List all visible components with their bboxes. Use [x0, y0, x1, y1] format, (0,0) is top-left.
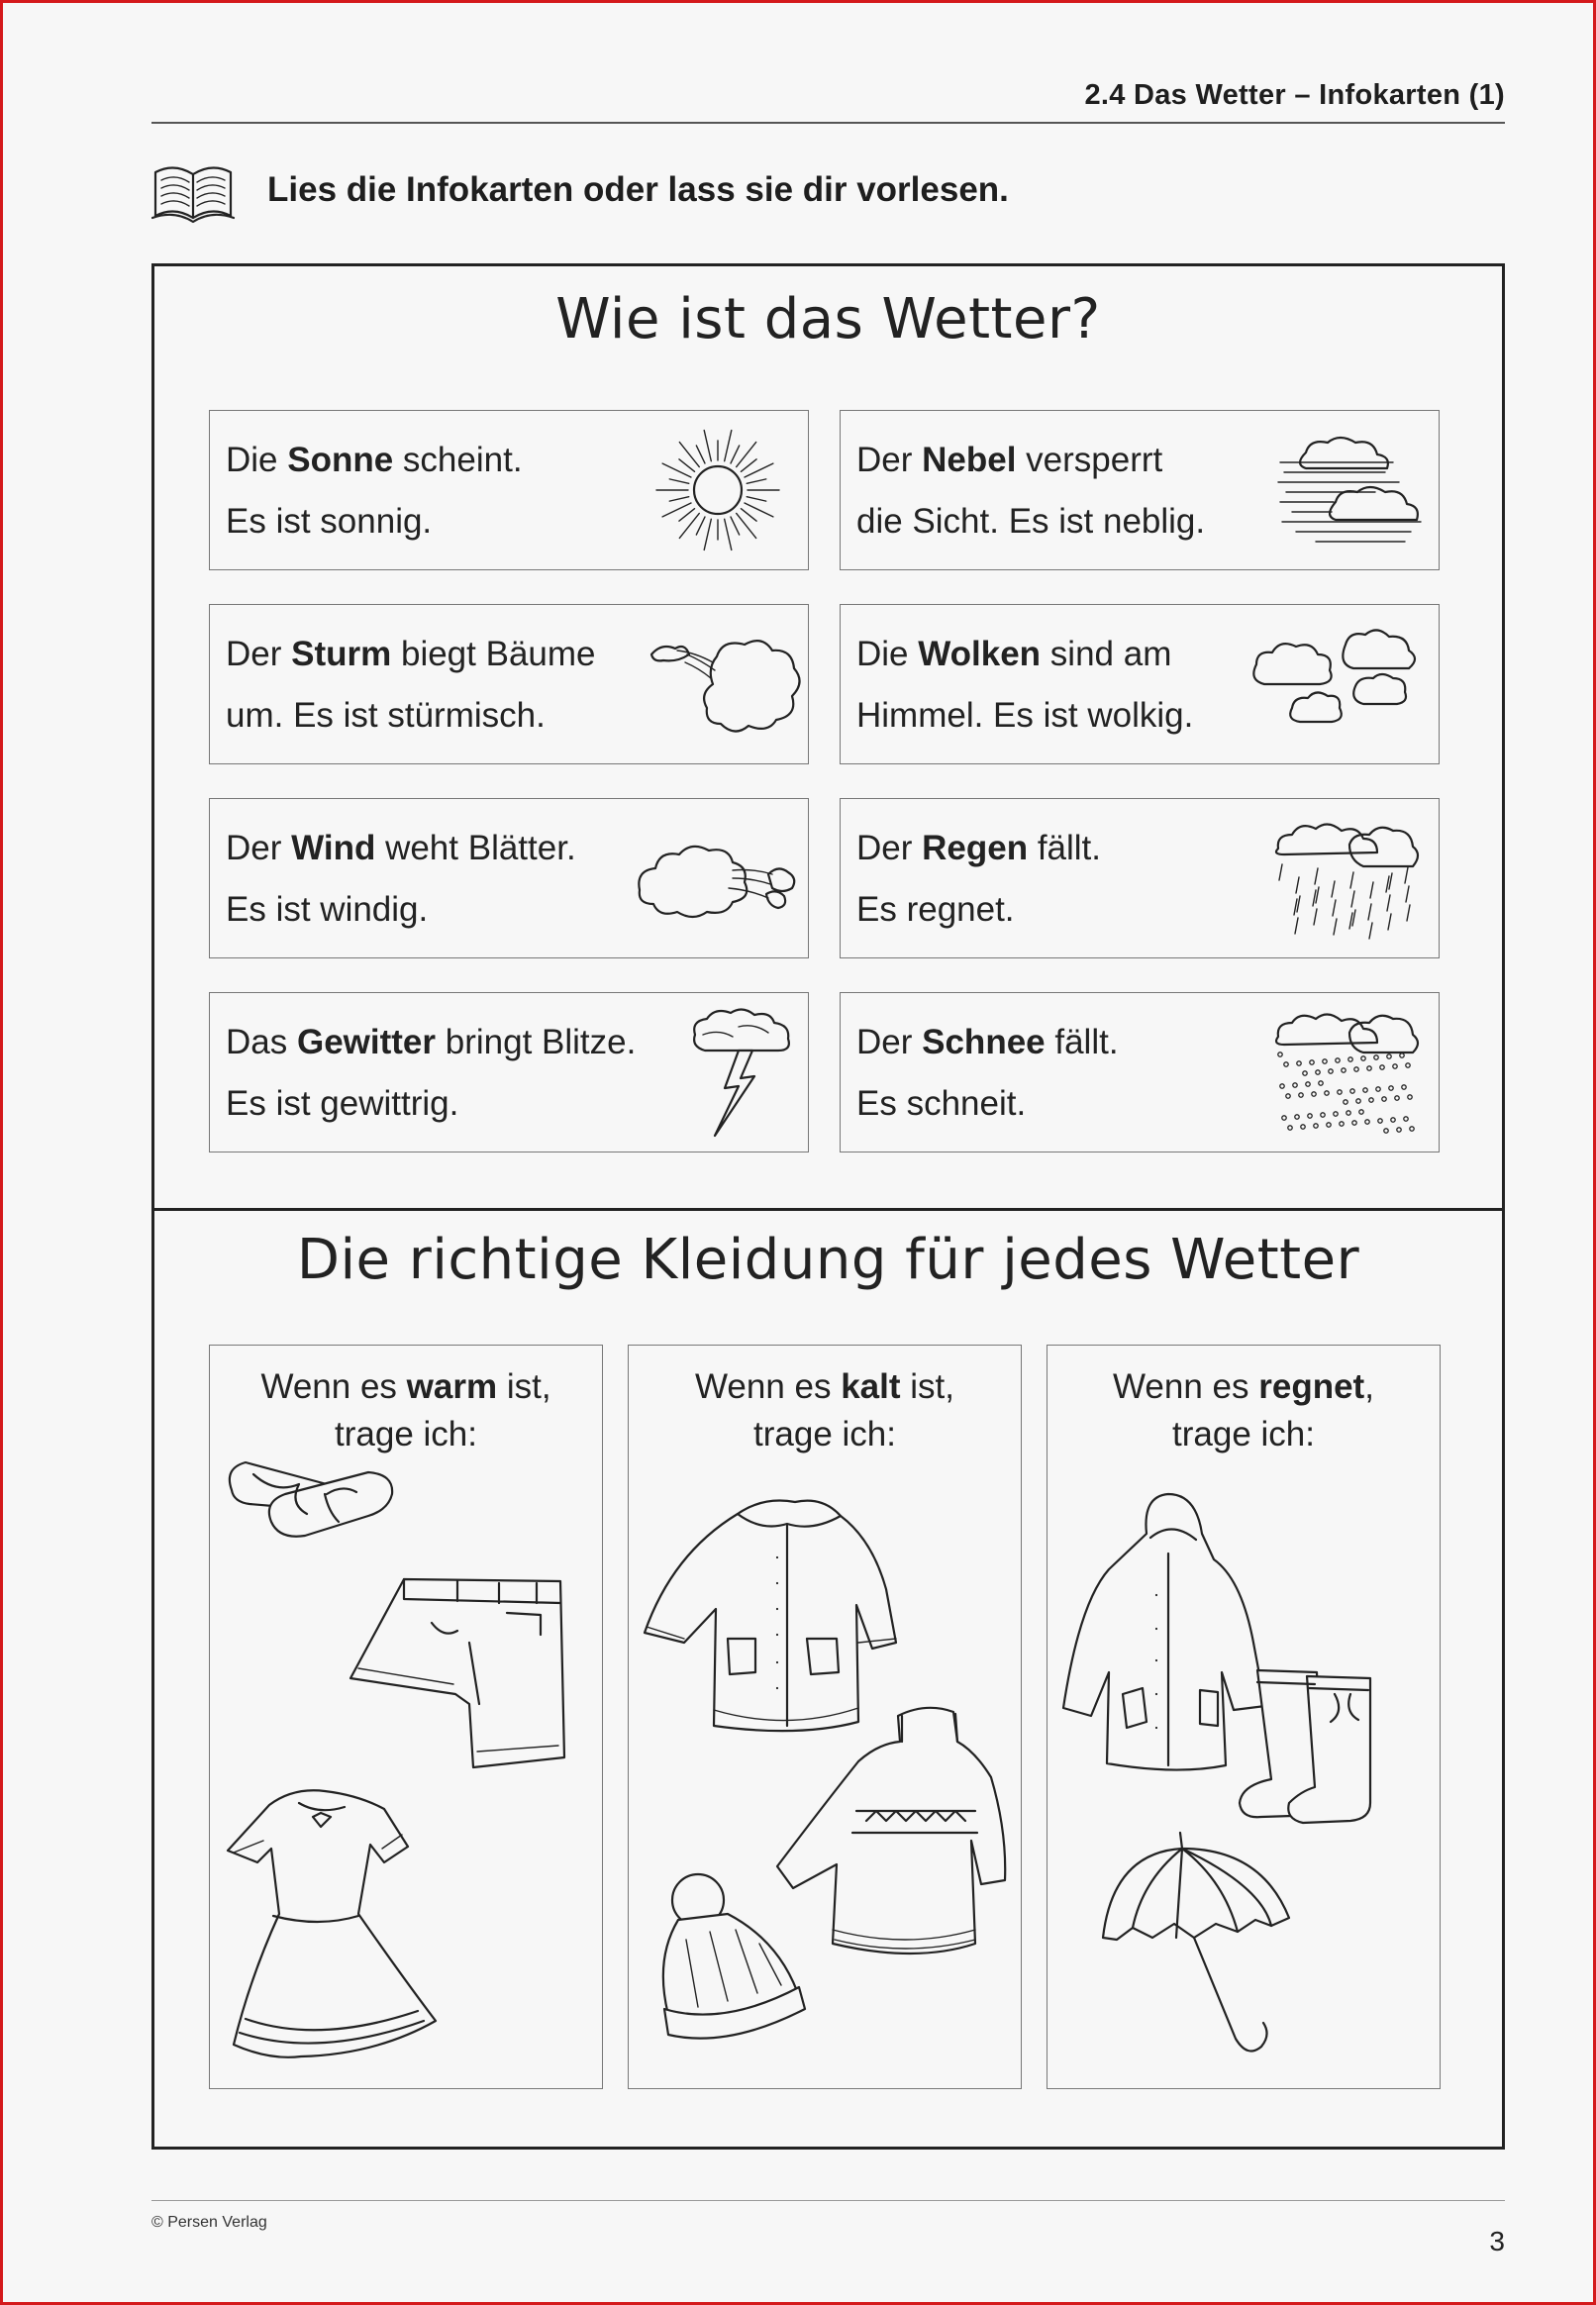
clothing-column-warm — [209, 1345, 603, 2089]
umbrella-icon — [1103, 1833, 1289, 2052]
card-line-2: Es ist sonnig. — [226, 502, 433, 541]
card-line-1: Der Sturm biegt Bäume — [226, 635, 596, 673]
clothing-column-heading: Wenn es regnet, trage ich: — [1113, 1367, 1374, 1453]
weather-card-wind — [209, 798, 809, 958]
footer-divider — [151, 2200, 1505, 2201]
weather-card-snow — [840, 992, 1440, 1152]
knit-hat-icon — [663, 1874, 805, 2039]
clothing-column-heading: Wenn es kalt ist, trage ich: — [695, 1367, 954, 1453]
card-line-1: Der Regen fällt. — [856, 829, 1102, 867]
card-line-2: Es schneit. — [856, 1084, 1027, 1123]
thunderstorm-icon — [689, 1005, 798, 1153]
card-line-2: Es ist gewittrig. — [226, 1084, 459, 1123]
card-line-1: Die Wolken sind am — [856, 635, 1172, 673]
card-line-1: Der Schnee fällt. — [856, 1023, 1119, 1061]
clothing-column-cold — [628, 1345, 1022, 2089]
section-divider — [151, 1208, 1505, 1211]
card-line-2: Es ist windig. — [226, 890, 429, 929]
weather-card-fog — [840, 410, 1440, 570]
card-line-1: Das Gewitter bringt Blitze. — [226, 1023, 637, 1061]
storm-icon — [648, 635, 806, 744]
sun-icon — [653, 423, 782, 557]
wind-icon — [634, 829, 802, 938]
instruction-text: Lies die Infokarten oder lass sie dir vorlesen. — [267, 170, 1009, 209]
shorts-icon — [350, 1579, 564, 1767]
card-line-1: Der Wind weht Blätter. — [226, 829, 576, 867]
card-line-2: um. Es ist stürmisch. — [226, 696, 546, 735]
page-header-title: 2.4 Das Wetter – Infokarten (1) — [1084, 79, 1505, 111]
fog-icon — [1276, 433, 1425, 551]
weather-card-storm — [209, 604, 809, 764]
book-icon — [150, 158, 236, 226]
sandals-icon — [230, 1462, 392, 1537]
weather-section-title: Wie ist das Wetter? — [555, 287, 1101, 351]
weather-card-clouds — [840, 604, 1440, 764]
rain-clothes-illustration — [1047, 1346, 1442, 2090]
card-line-2: Himmel. Es ist wolkig. — [856, 696, 1194, 735]
winter-jacket-icon — [645, 1501, 896, 1732]
weather-card-sun — [209, 410, 809, 570]
card-line-1: Die Sonne scheint. — [226, 441, 523, 479]
clothing-section-title: Die richtige Kleidung für jedes Wetter — [296, 1228, 1360, 1292]
publisher-credit: © Persen Verlag — [151, 2214, 267, 2231]
dress-icon — [228, 1790, 436, 2057]
rain-icon — [1266, 815, 1425, 953]
clouds-icon — [1247, 625, 1425, 744]
card-line-2: die Sicht. Es ist neblig. — [856, 502, 1206, 541]
clothing-column-rain — [1047, 1345, 1441, 2089]
header-divider — [151, 122, 1505, 124]
weather-card-rain — [840, 798, 1440, 958]
weather-card-thunderstorm — [209, 992, 809, 1152]
page-number: 3 — [1489, 2226, 1505, 2256]
clothing-column-heading: Wenn es warm ist, trage ich: — [260, 1367, 551, 1453]
cold-clothes-illustration — [629, 1346, 1023, 2090]
snow-icon — [1266, 1007, 1425, 1146]
sweater-icon — [777, 1708, 1005, 1954]
card-line-1: Der Nebel versperrt — [856, 441, 1163, 479]
warm-clothes-illustration — [210, 1346, 604, 2090]
raincoat-icon — [1063, 1494, 1265, 1770]
card-line-2: Es regnet. — [856, 890, 1015, 929]
